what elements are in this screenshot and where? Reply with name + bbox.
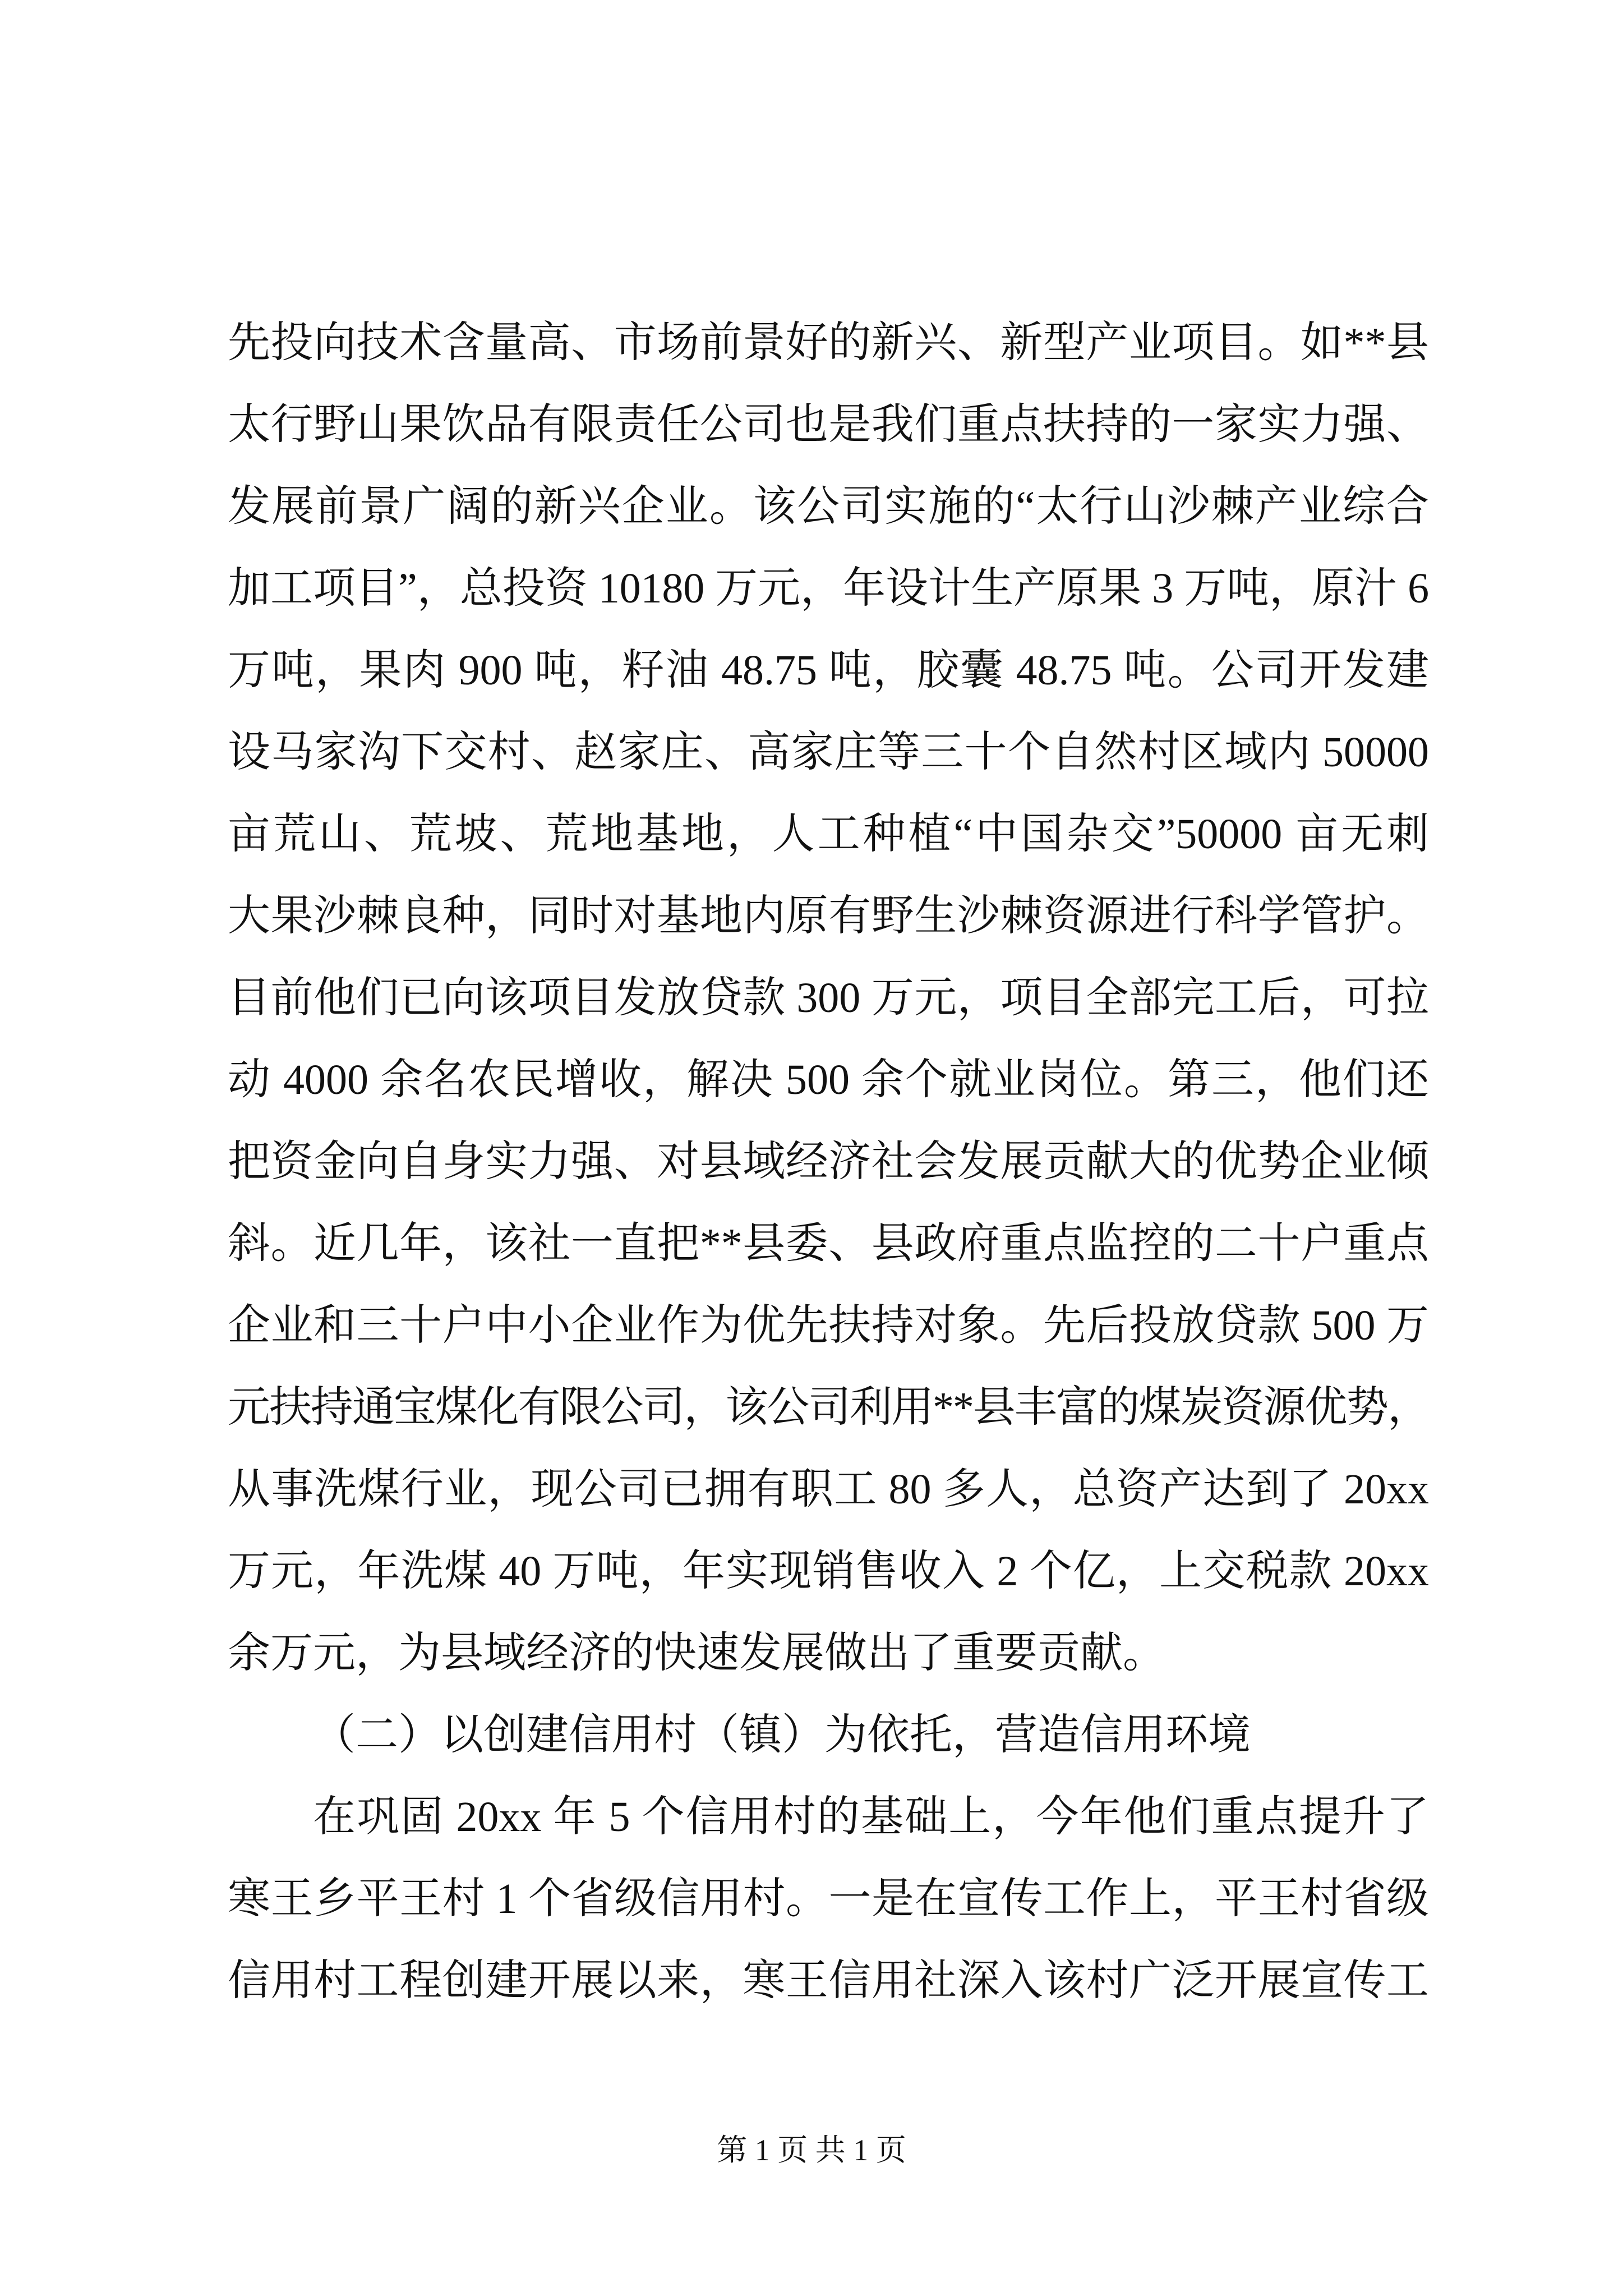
- body-text-line: 大果沙棘良种，同时对基地内原有野生沙棘资源进行科学管护。: [228, 892, 1429, 940]
- body-text-line: 斜。近几年，该社一直把**县委、县政府重点监控的二十户重点: [228, 1220, 1429, 1267]
- body-text-line: 发展前景广阔的新兴企业。该公司实施的“太行山沙棘产业综合: [228, 483, 1429, 530]
- document-body: [228, 302, 1429, 2022]
- section-heading: （二）以创建信用村（镇）为依托，营造信用环境: [313, 1711, 1251, 1759]
- body-text-line: 元扶持通宝煤化有限公司，该公司利用**县丰富的煤炭资源优势，: [228, 1384, 1429, 1431]
- body-text-line: 信用村工程创建开展以来，寒王信用社深入该村广泛开展宣传工: [228, 1957, 1429, 2004]
- body-text-line: 万吨，果肉 900 吨，籽油 48.75 吨，胶囊 48.75 吨。公司开发建: [228, 647, 1429, 694]
- page-footer: 第 1 页 共 1 页: [717, 2133, 906, 2167]
- body-text-line: 余万元，为县域经济的快速发展做出了重要贡献。: [228, 1630, 1165, 1677]
- body-text-line: 在巩固 20xx 年 5 个信用村的基础上，今年他们重点提升了: [313, 1793, 1429, 1841]
- body-text-line: 太行野山果饮品有限责任公司也是我们重点扶持的一家实力强、: [228, 401, 1429, 448]
- body-text-line: 寒王乡平王村 1 个省级信用村。一是在宣传工作上，平王村省级: [228, 1875, 1429, 1922]
- body-text-line: 万元，年洗煤 40 万吨，年实现销售收入 2 个亿，上交税款 20xx: [228, 1548, 1429, 1595]
- body-text-line: 设马家沟下交村、赵家庄、高家庄等三十个自然村区域内 50000: [228, 729, 1429, 776]
- body-text-line: 目前他们已向该项目发放贷款 300 万元，项目全部完工后，可拉: [228, 974, 1429, 1022]
- body-text-line: 动 4000 余名农民增收，解决 500 余个就业岗位。第三，他们还: [228, 1056, 1429, 1103]
- body-text-line: 企业和三十户中小企业作为优先扶持对象。先后投放贷款 500 万: [228, 1302, 1429, 1349]
- body-text-line: 把资金向自身实力强、对县域经济社会发展贡献大的优势企业倾: [228, 1138, 1429, 1185]
- body-text-line: 先投向技术含量高、市场前景好的新兴、新型产业项目。如**县: [228, 319, 1429, 366]
- body-text-line: 亩荒山、荒坡、荒地基地，人工种植“中国杂交”50000 亩无刺: [228, 811, 1429, 858]
- body-text-line: 加工项目”，总投资 10180 万元，年设计生产原果 3 万吨，原汁 6: [228, 565, 1429, 612]
- body-text-line: 从事洗煤行业，现公司已拥有职工 80 多人，总资产达到了 20xx: [228, 1466, 1429, 1513]
